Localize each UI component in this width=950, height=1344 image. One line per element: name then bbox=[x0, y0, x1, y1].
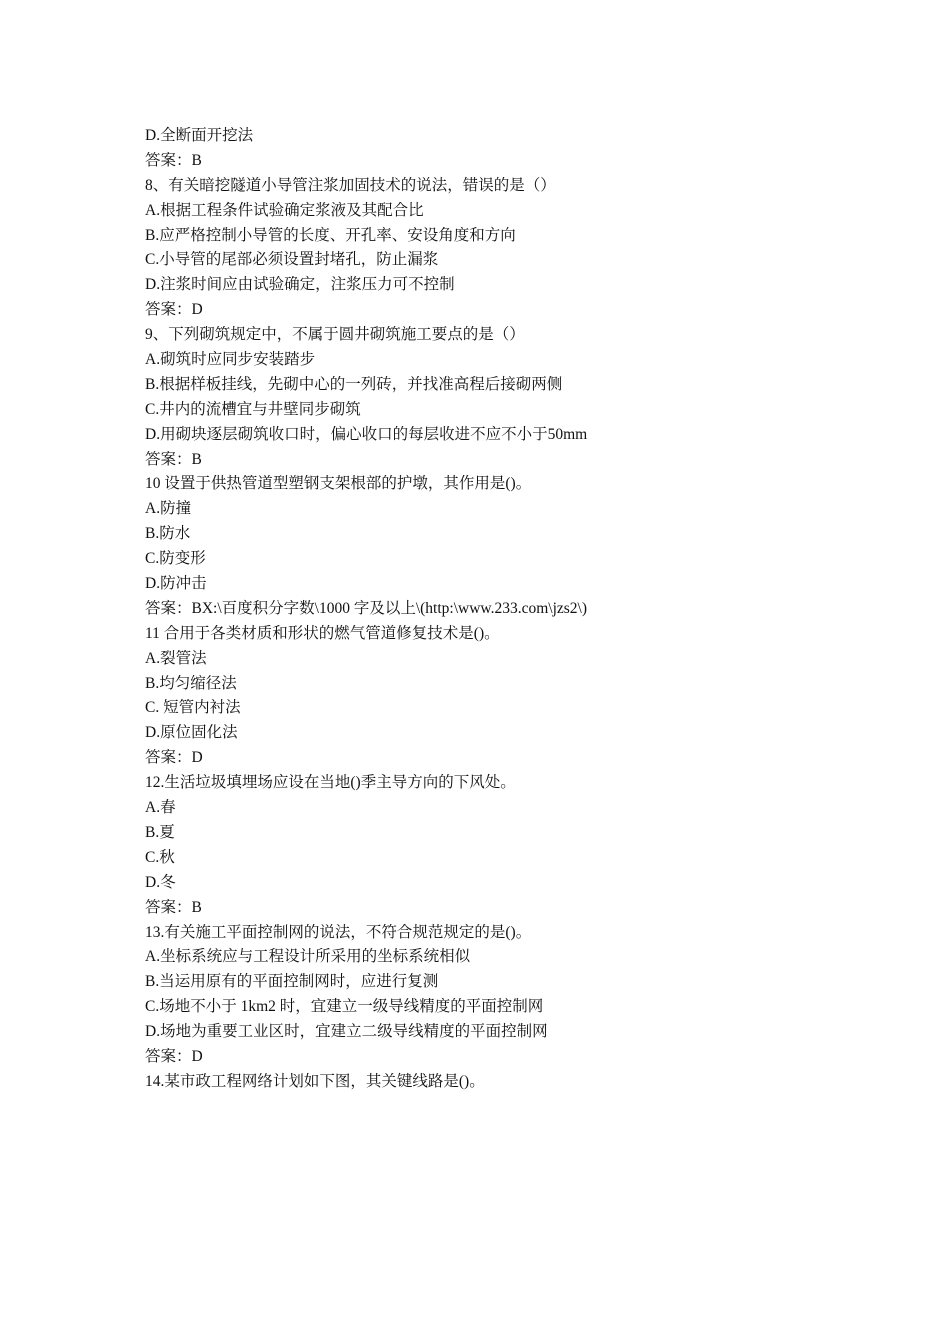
question-8-answer: 答案：D bbox=[145, 301, 203, 319]
question-10-option-d: D.防冲击 bbox=[145, 575, 207, 593]
question-10-option-a: A.防撞 bbox=[145, 500, 192, 518]
question-9-answer: 答案：B bbox=[145, 450, 202, 468]
question-11-option-b: B.均匀缩径法 bbox=[145, 674, 237, 692]
question-9-option-d: D.用砌块逐层砌筑收口时，偏心收口的每层收进不应不小于50mm bbox=[145, 425, 588, 443]
question-12-option-b: B.夏 bbox=[145, 823, 175, 841]
question-11-option-a: A.裂管法 bbox=[145, 649, 207, 667]
question-9: 9、下列砌筑规定中，不属于圆井砌筑施工要点的是（） bbox=[145, 326, 525, 344]
question-8-option-c: C.小导管的尾部必须设置封堵孔，防止漏浆 bbox=[145, 251, 439, 269]
question-10-option-c: C.防变形 bbox=[145, 550, 206, 568]
question-12-answer: 答案：B bbox=[145, 898, 202, 916]
question-13-option-d: D.场地为重要工业区时，宜建立二级导线精度的平面控制网 bbox=[145, 1023, 548, 1041]
question-8-option-a: A.根据工程条件试验确定浆液及其配合比 bbox=[145, 201, 424, 219]
question-13-answer: 答案：D bbox=[145, 1047, 203, 1065]
question-11: 11 合用于各类材质和形状的燃气管道修复技术是()。 bbox=[145, 624, 500, 642]
question-8: 8、有关暗挖隧道小导管注浆加固技术的说法，错误的是（） bbox=[145, 176, 556, 194]
question-9-option-a: A.砌筑时应同步安装踏步 bbox=[145, 351, 316, 369]
question-13-option-b: B.当运用原有的平面控制网时，应进行复测 bbox=[145, 973, 439, 991]
question-13-option-c: C.场地不小于 1km2 时，宜建立一级导线精度的平面控制网 bbox=[145, 998, 544, 1016]
question-9-option-c: C.井内的流槽宜与井壁同步砌筑 bbox=[145, 400, 361, 418]
question-13-option-a: A.坐标系统应与工程设计所采用的坐标系统相似 bbox=[145, 948, 471, 966]
answer-line: 答案：B bbox=[145, 151, 202, 169]
question-12-option-d: D.冬 bbox=[145, 873, 176, 891]
question-8-option-b: B.应严格控制小导管的长度、开孔率、安设角度和方向 bbox=[145, 226, 516, 244]
question-12-option-c: C.秋 bbox=[145, 848, 175, 866]
question-13: 13.有关施工平面控制网的说法，不符合规范规定的是()。 bbox=[145, 923, 532, 941]
option-d-line: D.全断面开挖法 bbox=[145, 127, 254, 144]
question-12-option-a: A.春 bbox=[145, 799, 176, 817]
question-14: 14.某市政工程网络计划如下图，其关键线路是()。 bbox=[145, 1072, 485, 1090]
question-8-option-d: D.注浆时间应由试验确定，注浆压力可不控制 bbox=[145, 276, 455, 294]
question-10: 10 设置于供热管道型塑钢支架根部的护墩，其作用是()。 bbox=[145, 475, 532, 493]
question-11-option-c: C. 短管内衬法 bbox=[145, 699, 241, 717]
question-9-option-b: B.根据样板挂线，先砌中心的一列砖，并找准高程后接砌两侧 bbox=[145, 375, 563, 393]
question-12: 12.生活垃圾填埋场应设在当地()季主导方向的下风处。 bbox=[145, 774, 516, 792]
question-11-option-d: D.原位固化法 bbox=[145, 724, 238, 742]
document-body bbox=[145, 124, 845, 1095]
question-10-answer: 答案：BX:\百度积分字数\1000 字及以上\(http:\www.233.com\jzs2\) bbox=[145, 599, 588, 617]
question-10-option-b: B.防水 bbox=[145, 525, 191, 543]
question-11-answer: 答案：D bbox=[145, 749, 203, 767]
